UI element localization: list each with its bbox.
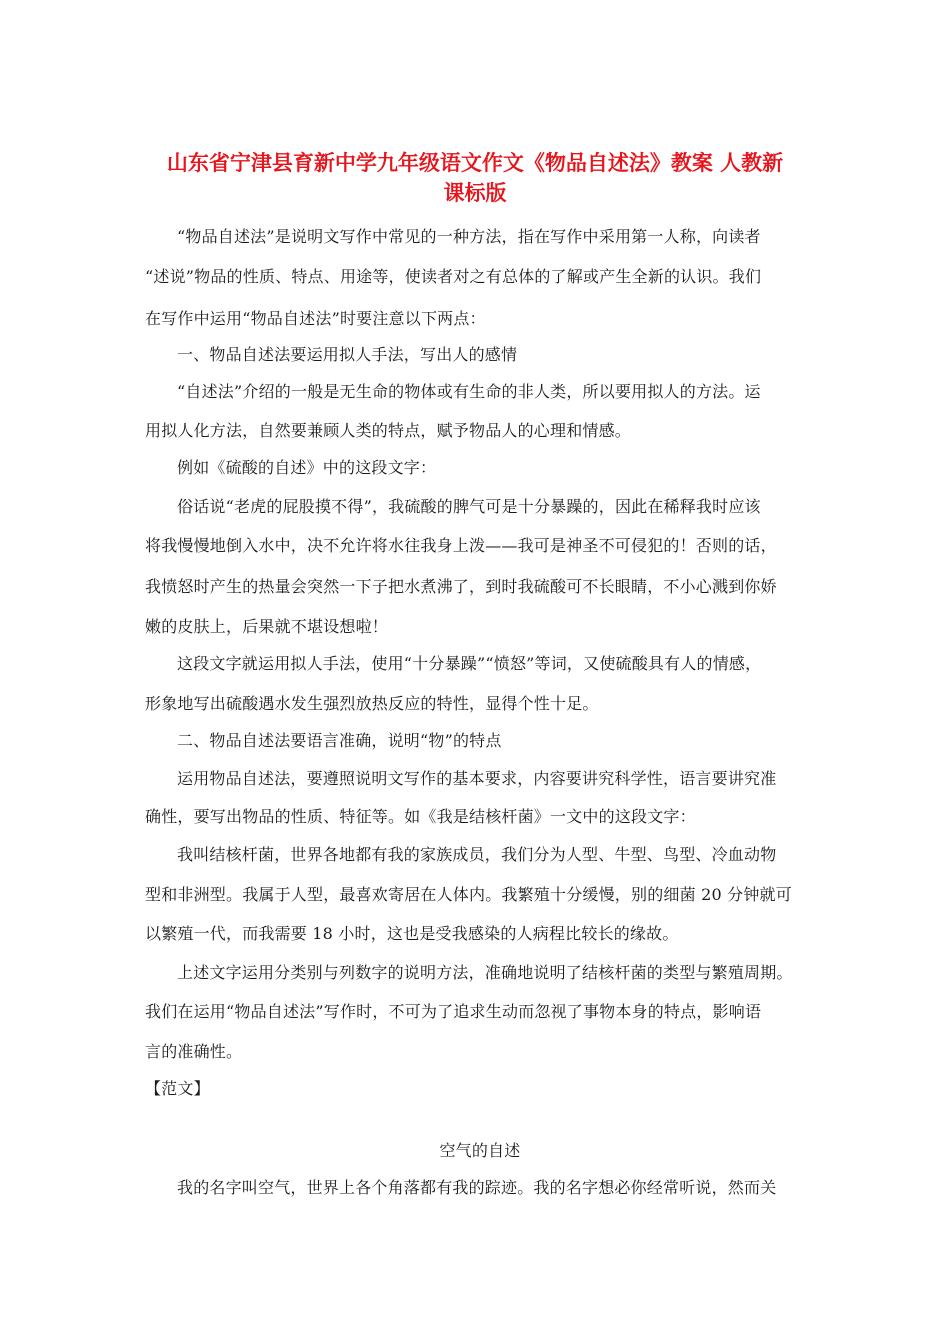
- text-line: 这段文字就运用拟人手法，使用“十分暴躁”“愤怒”等词，又使硫酸具有人的情感，: [177, 654, 762, 673]
- quote-line: 以繁殖一代，而我需要 18 小时，这也是受我感染的人病程比较长的缘故。: [145, 924, 679, 943]
- quote-line: 我叫结核杆菌，世界各地都有我的家族成员，我们分为人型、牛型、鸟型、冷血动物: [177, 845, 777, 864]
- text-line: “自述法”介绍的一般是无生命的物体或有生命的非人类，所以要用拟人的方法。运: [177, 382, 761, 401]
- text-line: 例如《硫酸的自述》中的这段文字：: [177, 458, 437, 477]
- quote-line: 型和非洲型。我属于人型，最喜欢寄居在人体内。我繁殖十分缓慢，别的细菌 20 分钟就可: [145, 885, 792, 904]
- quote-line: 我愤怒时产生的热量会突然一下子把水煮沸了，到时我硫酸可不长眼睛，不小心溅到你娇: [145, 577, 777, 596]
- text-line: 我们在运用“物品自述法”写作时，不可为了追求生动而忽视了事物本身的特点，影响语: [145, 1002, 762, 1021]
- section-label: 【范文】: [145, 1079, 210, 1098]
- text-line: “述说”物品的性质、特点、用途等，使读者对之有总体的了解或产生全新的认识。我们: [145, 267, 762, 286]
- text-line: 言的准确性。: [145, 1042, 243, 1061]
- heading-line: 二、物品自述法要语言准确，说明“物”的特点: [177, 731, 502, 750]
- text-line: “物品自述法”是说明文写作中常见的一种方法，指在写作中采用第一人称，向读者: [177, 227, 761, 246]
- quote-line: 将我慢慢地倒入水中，决不允许将水往我身上泼——我可是神圣不可侵犯的！否则的话，: [145, 536, 777, 555]
- title-line-2: 课标版: [443, 180, 507, 205]
- text-line: 形象地写出硫酸遇水发生强烈放热反应的特性，显得个性十足。: [145, 694, 599, 713]
- text-line: 上述文字运用分类别与列数字的说明方法，准确地说明了结核杆菌的类型与繁殖周期。: [177, 963, 793, 982]
- essay-title: 空气的自述: [439, 1141, 521, 1160]
- text-line: 在写作中运用“物品自述法”时要注意以下两点：: [145, 309, 486, 328]
- quote-line: 俗话说“老虎的屁股摸不得”，我硫酸的脾气可是十分暴躁的，因此在稀释我时应该: [177, 497, 761, 516]
- text-line: 运用物品自述法，要遵照说明文写作的基本要求，内容要讲究科学性，语言要讲究准: [177, 769, 777, 788]
- text-line: 用拟人化方法，自然要兼顾人类的特点，赋予物品人的心理和情感。: [145, 421, 632, 440]
- heading-line: 一、物品自述法要运用拟人手法，写出人的感情: [177, 345, 518, 364]
- text-line: 我的名字叫空气，世界上各个角落都有我的踪迹。我的名字想必你经常听说，然而关: [177, 1178, 777, 1197]
- text-line: 确性，要写出物品的性质、特征等。如《我是结核杆菌》一文中的这段文字：: [145, 807, 696, 826]
- document-title: [130, 148, 820, 208]
- quote-line: 嫩的皮肤上，后果就不堪设想啦！: [145, 617, 389, 636]
- title-line-1: 山东省宁津县育新中学九年级语文作文《物品自述法》教案 人教新: [166, 150, 784, 175]
